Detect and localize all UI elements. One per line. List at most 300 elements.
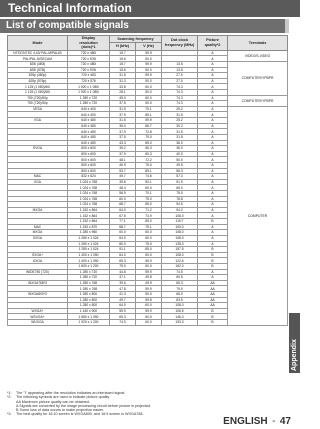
v-freq-cell: 75.0 bbox=[136, 162, 162, 168]
h-freq-cell: 46.9 bbox=[110, 162, 136, 168]
v-freq-cell: 70.1 bbox=[136, 106, 162, 112]
resolution-cell: 640 x 480 bbox=[68, 118, 110, 124]
resolution-cell: 1 280 x 1 024 bbox=[68, 241, 110, 247]
terminals-cell: COMPUTER/YPBPR bbox=[228, 95, 288, 106]
h-freq-cell: 80.0 bbox=[110, 241, 136, 247]
picture-quality-cell: A bbox=[198, 213, 228, 219]
appendix-side-tab bbox=[289, 313, 300, 373]
v-freq-cell: 59.9 bbox=[136, 118, 162, 124]
terminals-cell: COMPUTER/YPBPR bbox=[228, 62, 288, 96]
resolution-cell: 800 x 600 bbox=[68, 157, 110, 163]
h-freq-cell: 47.8 bbox=[110, 286, 136, 292]
footnote-text: A Signals are converted by the image processing circuit before picture is projected. bbox=[16, 403, 152, 408]
v-freq-cell: 85.0 bbox=[136, 219, 162, 225]
resolution-cell: 1 152 x 870 bbox=[68, 224, 110, 230]
header-mode: Mode bbox=[8, 36, 68, 51]
footnote-mark: *2: bbox=[7, 395, 12, 400]
dot-clock-cell: 162.0 bbox=[162, 263, 198, 269]
mode-cell: SXGA+ bbox=[8, 252, 68, 258]
resolution-cell: 720 x 576i bbox=[68, 56, 110, 62]
picture-quality-cell: A bbox=[198, 112, 228, 118]
picture-quality-cell: A bbox=[198, 90, 228, 96]
mode-cell: 1 125 (1 080)/50i bbox=[8, 90, 68, 96]
picture-quality-cell: A bbox=[198, 275, 228, 281]
dot-clock-cell: 74.3 bbox=[162, 101, 198, 107]
footnote-text: The best quality for 16:10 screen is WXGA800, and 16:9 screen is WXGA768. bbox=[16, 412, 144, 417]
resolution-cell: 1 280 x 720 bbox=[68, 275, 110, 281]
v-freq-cell: 59.9 bbox=[136, 269, 162, 275]
dot-clock-cell: 36.0 bbox=[162, 146, 198, 152]
v-freq-cell: 60.3 bbox=[136, 151, 162, 157]
mode-cell: 750 (720)/50p bbox=[8, 101, 68, 107]
resolution-cell: 832 x 624 bbox=[68, 174, 110, 180]
h-freq-cell: 37.9 bbox=[110, 112, 136, 118]
v-freq-cell: 75.0 bbox=[136, 241, 162, 247]
picture-quality-cell: A bbox=[198, 95, 228, 101]
h-freq-cell: 74.0 bbox=[110, 320, 136, 326]
resolution-cell: 640 x 400 bbox=[68, 106, 110, 112]
picture-quality-cell: A bbox=[198, 162, 228, 168]
mode-cell: VESA bbox=[8, 106, 68, 112]
mode-cell: MAC bbox=[8, 224, 68, 230]
dot-clock-cell: 65.3 bbox=[162, 280, 198, 286]
footer-language: ENGLISH bbox=[223, 416, 268, 427]
picture-quality-cell: A bbox=[198, 168, 228, 174]
picture-quality-cell: A bbox=[198, 269, 228, 275]
picture-quality-cell: AA bbox=[198, 297, 228, 303]
resolution-cell: 1 024 x 768 bbox=[68, 202, 110, 208]
picture-quality-cell: A bbox=[198, 123, 228, 129]
v-freq-cell: 56.3 bbox=[136, 146, 162, 152]
dot-clock-cell: 100.0 bbox=[162, 224, 198, 230]
mode-cell: SXGA bbox=[8, 235, 68, 241]
h-freq-cell: 65.3 bbox=[110, 258, 136, 264]
v-freq-cell: 75.0 bbox=[136, 196, 162, 202]
h-freq-cell: 91.1 bbox=[110, 247, 136, 253]
picture-quality-cell: B bbox=[198, 320, 228, 326]
h-freq-cell: 41.3 bbox=[110, 291, 136, 297]
dot-clock-cell: 74.3 bbox=[162, 90, 198, 96]
picture-quality-cell: A bbox=[198, 174, 228, 180]
header-resolution-line1: Display bbox=[81, 36, 96, 40]
v-freq-cell: 60.0 bbox=[136, 303, 162, 309]
resolution-cell: 800 x 600 bbox=[68, 151, 110, 157]
resolution-cell: 1 024 x 768 bbox=[68, 191, 110, 197]
dot-clock-cell: 51.9 bbox=[162, 179, 198, 185]
mode-cell: XGA bbox=[8, 179, 68, 185]
header-picture-quality: Picture quality*2 bbox=[198, 36, 228, 51]
h-freq-cell: 37.5 bbox=[110, 134, 136, 140]
dot-clock-cell: 108.0 bbox=[162, 303, 198, 309]
h-freq-cell: 53.7 bbox=[110, 168, 136, 174]
picture-quality-cell: A bbox=[198, 118, 228, 124]
h-freq-cell: 31.5 bbox=[110, 106, 136, 112]
picture-quality-cell: A bbox=[198, 196, 228, 202]
header-v-hz: V (Hz) bbox=[136, 43, 162, 50]
page-header-bar bbox=[0, 0, 300, 17]
v-freq-cell: 59.9 bbox=[136, 308, 162, 314]
v-freq-cell: 60.0 bbox=[136, 235, 162, 241]
resolution-cell: 640 x 480 bbox=[68, 140, 110, 146]
h-freq-cell: 15.6 bbox=[110, 67, 136, 73]
v-freq-cell: 50.0 bbox=[136, 291, 162, 297]
resolution-cell: 640 x 480 bbox=[68, 134, 110, 140]
footnote-text: The "i" appearing after the resolution indicates an interlaced signal. bbox=[16, 391, 126, 395]
v-freq-cell: 50.1 bbox=[136, 179, 162, 185]
h-freq-cell: 15.6 bbox=[110, 56, 136, 62]
dot-clock-cell: 75.0 bbox=[162, 191, 198, 197]
h-freq-cell: 60.0 bbox=[110, 196, 136, 202]
mode-cell: NTSC/NTSC 4.43/ PAL-M/PAL60 bbox=[8, 50, 68, 56]
v-freq-cell: 60.0 bbox=[136, 314, 162, 320]
dot-clock-cell: 40.0 bbox=[162, 151, 198, 157]
v-freq-cell: 59.9 bbox=[136, 50, 162, 56]
picture-quality-cell: A bbox=[198, 134, 228, 140]
mode-cell: WXGA768*3 bbox=[8, 280, 68, 286]
picture-quality-cell: A bbox=[198, 73, 228, 79]
dot-clock-cell: 49.5 bbox=[162, 162, 198, 168]
h-freq-cell: 37.1 bbox=[110, 275, 136, 281]
picture-quality-cell: B bbox=[198, 258, 228, 264]
resolution-cell: 1 280 x 800 bbox=[68, 303, 110, 309]
picture-quality-cell: B bbox=[198, 252, 228, 258]
dot-clock-cell: 146.3 bbox=[162, 314, 198, 320]
resolution-cell: 800 x 600 bbox=[68, 168, 110, 174]
h-freq-cell: 48.1 bbox=[110, 157, 136, 163]
dot-clock-cell: 122.6 bbox=[162, 258, 198, 264]
picture-quality-cell: A bbox=[198, 185, 228, 191]
resolution-cell: 800 x 600 bbox=[68, 162, 110, 168]
resolution-cell: 720 x 480i bbox=[68, 62, 110, 68]
v-freq-cell: 49.9 bbox=[136, 280, 162, 286]
resolution-cell: 1 152 x 864 bbox=[68, 219, 110, 225]
v-freq-cell: 75.1 bbox=[136, 224, 162, 230]
resolution-cell: 1 280 x 768 bbox=[68, 280, 110, 286]
resolution-cell: 1 280 x 800 bbox=[68, 297, 110, 303]
h-freq-cell: 56.5 bbox=[110, 191, 136, 197]
mode-cell: VGA bbox=[8, 118, 68, 124]
v-freq-cell: 72.2 bbox=[136, 157, 162, 163]
mode-cell: 625i (576i) bbox=[8, 67, 68, 73]
v-freq-cell: 49.8 bbox=[136, 275, 162, 281]
resolution-cell: 1 280 x 1 024 bbox=[68, 235, 110, 241]
v-freq-cell: 85.1 bbox=[136, 112, 162, 118]
v-freq-cell: 60.0 bbox=[136, 95, 162, 101]
picture-quality-cell: A bbox=[198, 62, 228, 68]
resolution-cell: 1 280 x 720 bbox=[68, 269, 110, 275]
v-freq-cell: 71.2 bbox=[136, 207, 162, 213]
footnote-mark: *1: bbox=[7, 391, 12, 395]
footer-separator: - bbox=[272, 416, 276, 427]
picture-quality-cell: B bbox=[198, 314, 228, 320]
picture-quality-cell: A bbox=[198, 191, 228, 197]
v-freq-cell: 72.8 bbox=[136, 129, 162, 135]
h-freq-cell: 64.0 bbox=[110, 303, 136, 309]
h-freq-cell: 37.9 bbox=[110, 151, 136, 157]
dot-clock-cell: 68.0 bbox=[162, 291, 198, 297]
page-footer bbox=[223, 411, 291, 429]
dot-clock-cell: 79.5 bbox=[162, 286, 198, 292]
header-h-khz: H (kHz) bbox=[110, 43, 136, 50]
mode-cell: 1 125 (1 080)/60i bbox=[8, 84, 68, 90]
picture-quality-cell: A bbox=[198, 179, 228, 185]
picture-quality-cell: A bbox=[198, 50, 228, 56]
mode-cell: 625p (576p) bbox=[8, 78, 68, 84]
mode-cell: SVGA bbox=[8, 146, 68, 152]
resolution-cell: 1 024 x 768 bbox=[68, 185, 110, 191]
resolution-cell: 1 400 x 1 050 bbox=[68, 252, 110, 258]
v-freq-cell: 70.1 bbox=[136, 191, 162, 197]
dot-clock-cell: 108.0 bbox=[162, 252, 198, 258]
resolution-cell: 1 024 x 768 bbox=[68, 196, 110, 202]
mode-cell: WSXGA+ bbox=[8, 314, 68, 320]
resolution-cell: 800 x 600 bbox=[68, 146, 110, 152]
h-freq-cell: 39.6 bbox=[110, 280, 136, 286]
h-freq-cell: 43.3 bbox=[110, 140, 136, 146]
mode-cell: MAC bbox=[8, 174, 68, 180]
picture-quality-cell: A bbox=[198, 140, 228, 146]
resolution-cell: 1 280 x 720 bbox=[68, 95, 110, 101]
h-freq-cell: 37.9 bbox=[110, 129, 136, 135]
h-freq-cell: 35.2 bbox=[110, 146, 136, 152]
compatible-signals-table bbox=[7, 35, 288, 326]
picture-quality-cell: A bbox=[198, 241, 228, 247]
resolution-cell: 720 x 576i bbox=[68, 67, 110, 73]
terminals-cell: VIDEO/S-VIDEO bbox=[228, 50, 288, 61]
h-freq-cell: 37.5 bbox=[110, 101, 136, 107]
header-terminals: Terminals bbox=[228, 36, 288, 51]
h-freq-cell: 49.7 bbox=[110, 297, 136, 303]
mode-cell: 525p (480p) bbox=[8, 73, 68, 79]
v-freq-cell: 60.0 bbox=[136, 263, 162, 269]
dot-clock-cell: 94.5 bbox=[162, 202, 198, 208]
picture-quality-cell: A bbox=[198, 129, 228, 135]
v-freq-cell: 59.9 bbox=[136, 62, 162, 68]
picture-quality-cell: B bbox=[198, 219, 228, 225]
picture-quality-cell: A bbox=[198, 151, 228, 157]
picture-quality-cell: A bbox=[198, 146, 228, 152]
picture-quality-cell: AA bbox=[198, 280, 228, 286]
dot-clock-cell: 135.0 bbox=[162, 241, 198, 247]
picture-quality-cell: A bbox=[198, 78, 228, 84]
mode-cell: 750 (720)/60p bbox=[8, 95, 68, 101]
dot-clock-cell: 27.0 bbox=[162, 78, 198, 84]
side-tab-label: Appendix bbox=[291, 339, 298, 371]
header-resolution-line3: (dots)*1 bbox=[81, 45, 96, 50]
footnote-text: AA Maximum picture quality can be obtained. bbox=[16, 399, 90, 404]
header-scanning-frequency: Scanning frequency bbox=[110, 36, 162, 43]
picture-quality-cell: A bbox=[198, 224, 228, 230]
dot-clock-cell: 25.2 bbox=[162, 118, 198, 124]
resolution-cell: 640 x 400 bbox=[68, 112, 110, 118]
v-freq-cell: 50.0 bbox=[136, 90, 162, 96]
picture-quality-cell: A bbox=[198, 157, 228, 163]
v-freq-cell: 75.0 bbox=[136, 134, 162, 140]
table-header bbox=[8, 36, 288, 51]
resolution-cell: 1 920 x 1 080i bbox=[68, 90, 110, 96]
mode-cell: WIDE750 (720) bbox=[8, 269, 68, 275]
h-freq-cell: 31.3 bbox=[110, 78, 136, 84]
picture-quality-cell: A bbox=[198, 101, 228, 107]
picture-quality-cell: A bbox=[198, 106, 228, 112]
resolution-cell: 1 280 x 720 bbox=[68, 101, 110, 107]
resolution-cell: 1 024 x 768 bbox=[68, 179, 110, 185]
h-freq-cell: 49.7 bbox=[110, 174, 136, 180]
h-freq-cell: 65.3 bbox=[110, 314, 136, 320]
dot-clock-cell: 25.2 bbox=[162, 106, 198, 112]
h-freq-cell: 44.8 bbox=[110, 269, 136, 275]
picture-quality-cell: A bbox=[198, 230, 228, 236]
footnote-text: The following symbols are used to indicate picture quality. bbox=[16, 395, 111, 400]
dot-clock-cell: 78.8 bbox=[162, 196, 198, 202]
section-title: List of compatible signals bbox=[6, 20, 129, 31]
v-freq-cell: 85.0 bbox=[136, 202, 162, 208]
dot-clock-cell: 119.7 bbox=[162, 219, 198, 225]
dot-clock-cell: 106.5 bbox=[162, 308, 198, 314]
resolution-cell: 1 152 x 864 bbox=[68, 207, 110, 213]
resolution-cell: 1 280 x 1 024 bbox=[68, 247, 110, 253]
dot-clock-cell: 157.5 bbox=[162, 247, 198, 253]
v-freq-cell: 60.0 bbox=[136, 252, 162, 258]
v-freq-cell: 59.9 bbox=[136, 73, 162, 79]
dot-clock-cell: 57.3 bbox=[162, 174, 198, 180]
h-freq-cell: 28.1 bbox=[110, 90, 136, 96]
v-freq-cell: 50.0 bbox=[136, 101, 162, 107]
h-freq-cell: 64.0 bbox=[110, 207, 136, 213]
v-freq-cell: 66.7 bbox=[136, 123, 162, 129]
dot-clock-cell: 108.0 bbox=[162, 230, 198, 236]
resolution-cell: 640 x 480 bbox=[68, 129, 110, 135]
dot-clock-cell: 31.5 bbox=[162, 129, 198, 135]
terminals-cell: COMPUTER bbox=[228, 106, 288, 325]
h-freq-cell: 45.0 bbox=[110, 95, 136, 101]
dot-clock-cell: 108.0 bbox=[162, 213, 198, 219]
h-freq-cell: 15.7 bbox=[110, 62, 136, 68]
v-freq-cell: 85.1 bbox=[136, 168, 162, 174]
v-freq-cell: 60.0 bbox=[136, 320, 162, 326]
header-dot-clock: Dot clock frequency (MHz) bbox=[162, 36, 198, 51]
picture-quality-cell: A bbox=[198, 235, 228, 241]
dot-clock-cell: 31.5 bbox=[162, 134, 198, 140]
resolution-cell: 1 280 x 800 bbox=[68, 291, 110, 297]
page-number: 47 bbox=[279, 416, 291, 427]
resolution-cell: 1 280 x 768 bbox=[68, 286, 110, 292]
dot-clock-cell: 13.5 bbox=[162, 67, 198, 73]
picture-quality-cell: AA bbox=[198, 286, 228, 292]
h-freq-cell: 60.0 bbox=[110, 230, 136, 236]
h-freq-cell: 68.7 bbox=[110, 202, 136, 208]
dot-clock-cell: 30.2 bbox=[162, 123, 198, 129]
picture-quality-cell: A bbox=[198, 84, 228, 90]
dot-clock-cell: 27.0 bbox=[162, 73, 198, 79]
resolution-cell: 1 400 x 1 050 bbox=[68, 258, 110, 264]
dot-clock-cell: 94.2 bbox=[162, 207, 198, 213]
picture-quality-cell: A bbox=[198, 207, 228, 213]
h-freq-cell: 33.8 bbox=[110, 84, 136, 90]
h-freq-cell: 31.5 bbox=[110, 118, 136, 124]
mode-cell: WUXGA bbox=[8, 320, 68, 326]
dot-clock-cell: 65.0 bbox=[162, 185, 198, 191]
footnote-text: B Some loss of data occurs to make projection easier. bbox=[16, 408, 104, 413]
section-header-bar bbox=[0, 19, 289, 33]
v-freq-cell: 85.0 bbox=[136, 140, 162, 146]
v-freq-cell: 60.0 bbox=[136, 230, 162, 236]
table-body bbox=[8, 50, 288, 325]
h-freq-cell: 64.0 bbox=[110, 235, 136, 241]
mode-cell: WXGA800*3 bbox=[8, 291, 68, 297]
dot-clock-cell: 193.3 bbox=[162, 320, 198, 326]
picture-quality-cell: A bbox=[198, 56, 228, 62]
dot-clock-cell: 56.3 bbox=[162, 168, 198, 174]
resolution-cell: 1 280 x 960 bbox=[68, 230, 110, 236]
dot-clock-cell: 50.0 bbox=[162, 157, 198, 163]
v-freq-cell: 50.0 bbox=[136, 67, 162, 73]
mode-cell: UXGA bbox=[8, 258, 68, 264]
v-freq-cell: 74.6 bbox=[136, 174, 162, 180]
h-freq-cell: 35.0 bbox=[110, 123, 136, 129]
v-freq-cell: 60.0 bbox=[136, 84, 162, 90]
picture-quality-cell: B bbox=[198, 308, 228, 314]
resolution-cell: 720 x 483 bbox=[68, 73, 110, 79]
v-freq-cell: 59.8 bbox=[136, 297, 162, 303]
dot-clock-cell: 74.3 bbox=[162, 95, 198, 101]
picture-quality-cell: B bbox=[198, 263, 228, 269]
v-freq-cell: 74.9 bbox=[136, 213, 162, 219]
resolution-cell: 720 x 576 bbox=[68, 78, 110, 84]
v-freq-cell: 50.0 bbox=[136, 78, 162, 84]
mode-cell: WXGA+ bbox=[8, 308, 68, 314]
h-freq-cell: 48.4 bbox=[110, 185, 136, 191]
mode-cell: PAL/PAL-N/SECAM bbox=[8, 56, 68, 62]
dot-clock-cell: 60.5 bbox=[162, 275, 198, 281]
h-freq-cell: 31.5 bbox=[110, 73, 136, 79]
table-row bbox=[8, 50, 288, 56]
mode-cell: MXGA bbox=[8, 207, 68, 213]
resolution-cell: 1 920 x 1 200 bbox=[68, 320, 110, 326]
h-freq-cell: 77.1 bbox=[110, 219, 136, 225]
header-resolution-line2: resolution bbox=[79, 40, 98, 45]
dot-clock-cell: 74.5 bbox=[162, 269, 198, 275]
footnote-mark: *3: bbox=[7, 412, 12, 417]
resolution-cell: 1 920 x 1 080i bbox=[68, 84, 110, 90]
picture-quality-cell: A bbox=[198, 67, 228, 73]
h-freq-cell: 39.6 bbox=[110, 179, 136, 185]
h-freq-cell: 55.9 bbox=[110, 308, 136, 314]
dot-clock-cell: 108.0 bbox=[162, 235, 198, 241]
v-freq-cell: 59.9 bbox=[136, 258, 162, 264]
header-resolution bbox=[68, 36, 110, 51]
picture-quality-cell: A bbox=[198, 202, 228, 208]
v-freq-cell: 50.0 bbox=[136, 56, 162, 62]
resolution-cell: 1 680 x 1 050 bbox=[68, 314, 110, 320]
mode-cell: MXGA bbox=[8, 230, 68, 236]
h-freq-cell: 67.5 bbox=[110, 213, 136, 219]
h-freq-cell: 75.0 bbox=[110, 263, 136, 269]
dot-clock-cell: 74.3 bbox=[162, 84, 198, 90]
h-freq-cell: 64.0 bbox=[110, 252, 136, 258]
resolution-cell: 640 x 480 bbox=[68, 123, 110, 129]
v-freq-cell: 60.0 bbox=[136, 185, 162, 191]
dot-clock-cell: 36.0 bbox=[162, 140, 198, 146]
h-freq-cell: 68.7 bbox=[110, 224, 136, 230]
resolution-cell: 720 x 480i bbox=[68, 50, 110, 56]
mode-cell: 525i (480i) bbox=[8, 62, 68, 68]
resolution-cell: 1 600 x 1 200 bbox=[68, 263, 110, 269]
picture-quality-cell: AA bbox=[198, 291, 228, 297]
dot-clock-cell: 83.5 bbox=[162, 297, 198, 303]
h-freq-cell: 15.7 bbox=[110, 50, 136, 56]
v-freq-cell: 85.0 bbox=[136, 247, 162, 253]
